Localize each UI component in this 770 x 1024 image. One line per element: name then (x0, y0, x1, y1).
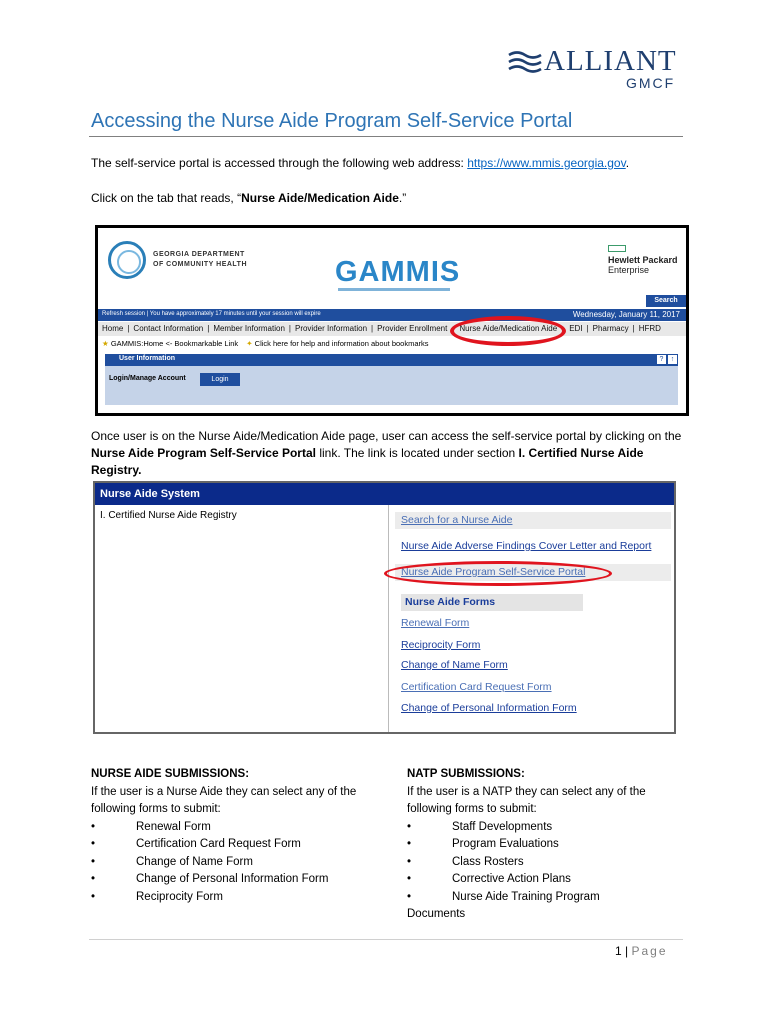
intro-paragraph (91, 155, 629, 172)
list-item: • Staff Developments (407, 819, 687, 837)
click-post: .” (398, 191, 407, 205)
renewal-form-link[interactable]: Renewal Form (401, 617, 470, 629)
user-info-title: User Information (119, 355, 176, 362)
natp-tail: Documents (407, 908, 466, 920)
nurse-aide-intro: If the user is a Nurse Aide they can select any of the following forms to submit: (91, 785, 357, 815)
nav-sep: | (586, 324, 589, 333)
star-icon: ★ (102, 339, 109, 348)
page-sep: | (621, 944, 632, 958)
natp-intro: If the user is a NATP they can select any of the following forms to submit: (407, 785, 646, 815)
intro-end: . (625, 156, 630, 170)
breadcrumb (98, 337, 686, 351)
nav-hfrd[interactable]: HFRD (638, 324, 661, 333)
list-item: • Reciprocity Form (91, 889, 371, 907)
logo-main-text: ALLIANT (544, 45, 677, 77)
title-divider (89, 136, 683, 137)
login-button[interactable]: Login (200, 373, 240, 386)
wave-icon (508, 50, 542, 74)
nav-enrollment[interactable]: Provider Enrollment (377, 324, 448, 333)
nurse-aide-submissions (91, 766, 371, 906)
login-label: Login/Manage Account (109, 375, 186, 382)
natp-heading: NATP SUBMISSIONS: (407, 768, 525, 780)
list-item (395, 637, 671, 654)
crumb-bookmark: <- Bookmarkable Link (165, 339, 239, 348)
para2-b1: Nurse Aide Program Self-Service Portal (91, 446, 316, 460)
list-item: • Renewal Form (91, 819, 371, 837)
registry-label: I. Certified Nurse Aide Registry (100, 510, 237, 521)
list-item: • Nurse Aide Training Program (407, 889, 687, 907)
nav-sep: | (127, 324, 130, 333)
gammis-underline (338, 288, 450, 291)
page-number: 1 (615, 944, 622, 958)
list-item (395, 657, 671, 674)
nav-sep: | (207, 324, 210, 333)
alliant-logo (508, 46, 683, 96)
nurse-aide-system-screenshot (93, 481, 676, 734)
nav-sep: | (632, 324, 635, 333)
nav-contact[interactable]: Contact Information (133, 324, 204, 333)
portal-paragraph (91, 428, 691, 479)
column-divider (388, 505, 389, 734)
list-item (395, 512, 671, 529)
nav-sep: | (288, 324, 291, 333)
list-item: • Change of Name Form (91, 854, 371, 872)
date-text: Wednesday, January 11, 2017 (572, 310, 680, 319)
logo-sub-text: GMCF (626, 75, 676, 91)
nav-sep: | (371, 324, 374, 333)
adverse-findings-link[interactable]: Nurse Aide Adverse Findings Cover Letter and Report (401, 540, 652, 552)
gammis-header (98, 228, 686, 308)
nav-home[interactable]: Home (102, 324, 124, 333)
click-bold: Nurse Aide/Medication Aide (241, 191, 399, 205)
natp-submissions (407, 766, 687, 924)
self-service-portal-link[interactable]: Nurse Aide Program Self-Service Portal (401, 566, 586, 578)
list-item: • Corrective Action Plans (407, 871, 687, 889)
gammis-brand: GAMMIS (335, 256, 461, 288)
list-item: • Class Rosters (407, 854, 687, 872)
gdch-seal-icon (108, 241, 146, 279)
card-request-form-link[interactable]: Certification Card Request Form (401, 681, 552, 693)
page-word: Page (631, 944, 668, 958)
personal-info-form-link[interactable]: Change of Personal Information Form (401, 702, 577, 714)
highlight-oval (384, 561, 612, 586)
highlight-oval (450, 316, 566, 346)
nurse-aide-forms-heading: Nurse Aide Forms (401, 594, 583, 611)
gammis-screenshot (95, 225, 689, 416)
change-name-form-link[interactable]: Change of Name Form (401, 659, 508, 671)
page-footer (615, 944, 668, 958)
list-item: • Change of Personal Information Form (91, 871, 371, 889)
search-button[interactable]: Search (646, 295, 686, 307)
list-item: • Certification Card Request Form (91, 836, 371, 854)
help-icon[interactable]: ? (657, 355, 666, 364)
list-item (395, 538, 671, 555)
click-pre: Click on the tab that reads, “ (91, 191, 242, 205)
nav-nurse-aide[interactable]: Nurse Aide/Medication Aide (459, 324, 558, 333)
gdch-line2: OF COMMUNITY HEALTH (153, 261, 248, 268)
hpe-logo-icon (608, 245, 626, 252)
document-title: Accessing the Nurse Aide Program Self-Service Portal (91, 110, 573, 132)
nav-pharmacy[interactable]: Pharmacy (592, 324, 629, 333)
user-info-header (105, 354, 678, 366)
nav-member[interactable]: Member Information (213, 324, 285, 333)
hpe-line1: Hewlett Packard (608, 255, 678, 265)
nav-provider[interactable]: Provider Information (294, 324, 368, 333)
crumb-help[interactable]: Click here for help and information about bookmarks (254, 339, 429, 348)
gdch-name (153, 250, 247, 270)
reciprocity-form-link[interactable]: Reciprocity Form (401, 639, 481, 651)
nav-edi[interactable]: EDI (569, 324, 583, 333)
user-info-body (105, 366, 678, 405)
lightbulb-icon: ✦ (246, 339, 253, 348)
search-nurse-aide-link[interactable]: Search for a Nurse Aide (401, 514, 513, 526)
list-item (395, 700, 671, 717)
collapse-icon[interactable]: ↑ (668, 355, 677, 364)
main-nav (98, 322, 686, 336)
gdch-line1: GEORGIA DEPARTMENT (153, 251, 245, 258)
para2-t1: Once user is on the Nurse Aide/Medication Aide page, user can access the self-service portal by clicking on the (91, 429, 682, 443)
nurse-aide-system-header: Nurse Aide System (95, 483, 674, 505)
session-text[interactable]: Refresh session | You have approximately 17 minutes until your session will expire (102, 311, 321, 317)
para2-t2: link. The link is located under section (315, 446, 519, 460)
hpe-name (608, 255, 678, 275)
para2-b2: I. Certified Nurse Aide Registry. (91, 446, 644, 477)
nurse-aide-heading: NURSE AIDE SUBMISSIONS: (91, 768, 250, 780)
footer-divider (89, 939, 683, 940)
hpe-line2: Enterprise (608, 265, 650, 275)
list-item: • Program Evaluations (407, 836, 687, 854)
list-item (395, 615, 671, 632)
session-bar (98, 309, 686, 321)
list-item (395, 679, 671, 696)
crumb-home[interactable]: GAMMIS:Home (110, 339, 164, 348)
mmis-link[interactable]: https://www.mmis.georgia.gov (467, 156, 626, 170)
intro-text: The self-service portal is accessed through the following web address: (91, 156, 468, 170)
click-instruction (91, 190, 406, 207)
